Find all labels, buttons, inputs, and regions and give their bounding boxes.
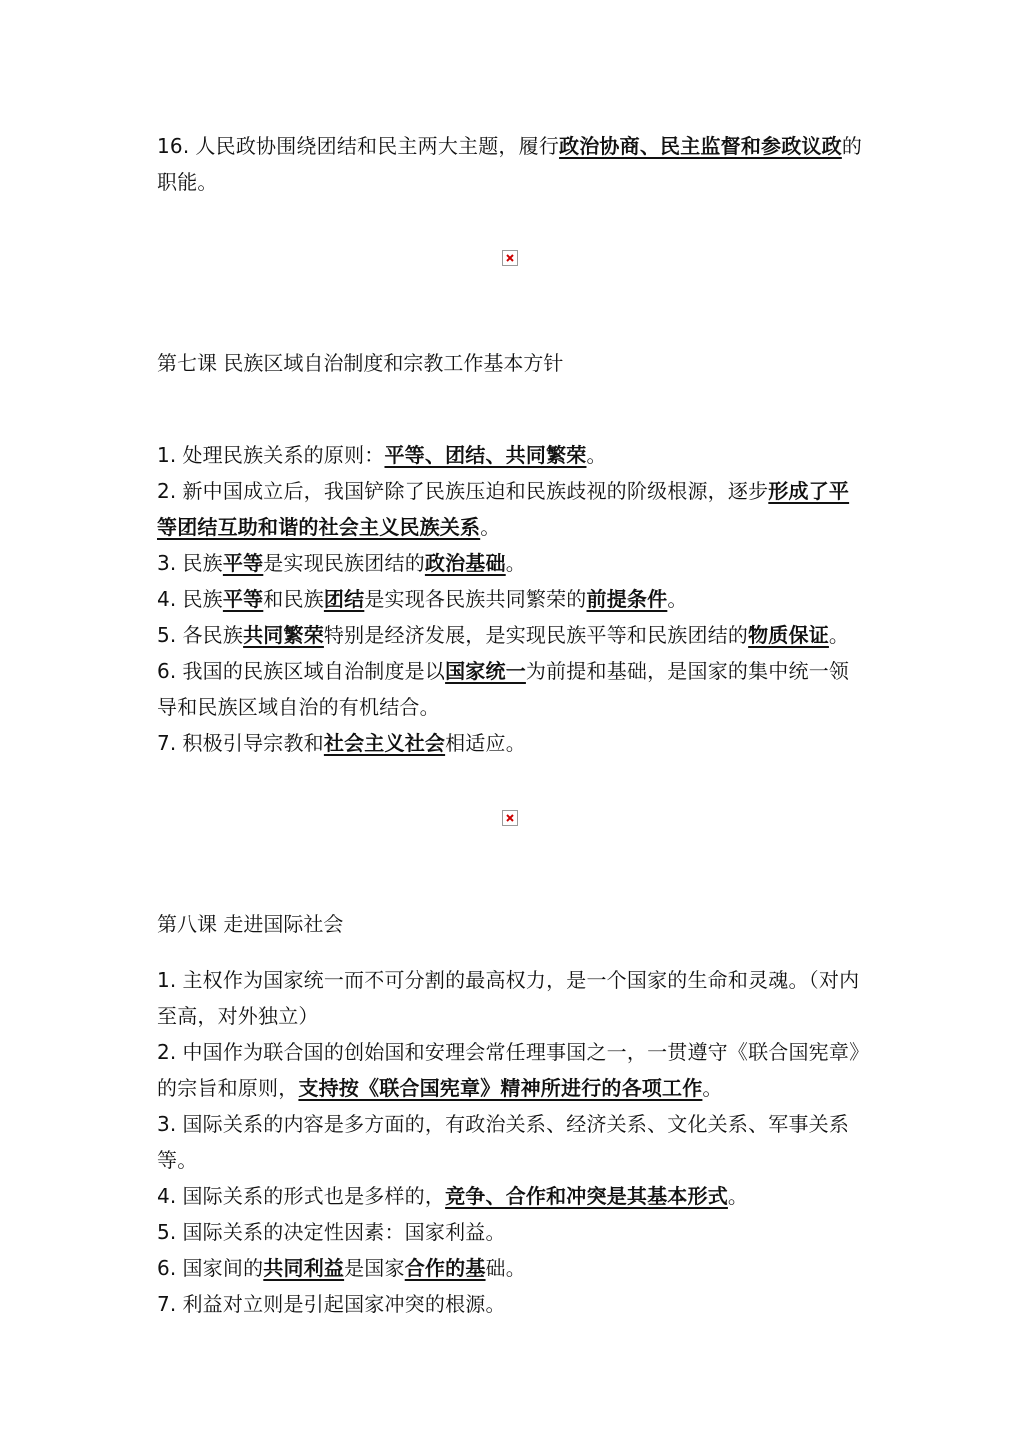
key-term: 形成了平等团结互助和谐的社会主义民族关系 xyxy=(157,479,850,539)
list-item xyxy=(157,1214,869,1250)
list-item xyxy=(157,1250,869,1286)
item-text: 利益对立则是引起国家冲突的根源。 xyxy=(182,1292,506,1316)
item-text: 相适应。 xyxy=(445,731,526,755)
item-text: 国际关系的决定性因素：国家利益。 xyxy=(182,1220,506,1244)
lesson-8-title: 第八课 走进国际社会 xyxy=(157,912,344,936)
list-item xyxy=(157,581,869,617)
item-text: 我国的民族区域自治制度是以 xyxy=(182,659,446,683)
item-text: 础。 xyxy=(485,1256,526,1280)
item-text: 为前提和基础，是国家的集中统一领导和民族区域自治的有机结合。 xyxy=(157,659,850,719)
item-16 xyxy=(157,128,869,200)
list-item xyxy=(157,617,869,653)
item-number: 4. xyxy=(157,1184,177,1208)
item-text: 是实现各民族共同繁荣的 xyxy=(364,587,587,611)
item-text: 是国家 xyxy=(344,1256,405,1280)
item-number: 16. xyxy=(157,134,190,158)
item-number: 7. xyxy=(157,1292,177,1316)
item-number: 1. xyxy=(157,443,177,467)
item-text: 积极引导宗教和 xyxy=(182,731,324,755)
item-text: 人民政协围绕团结和民主两大主题，履行 xyxy=(195,134,560,158)
item-text: 。 xyxy=(480,515,501,539)
item-text: 国家间的 xyxy=(182,1256,264,1280)
key-term: 竞争、合作和冲突是其基本形式 xyxy=(445,1184,728,1208)
item-number: 5. xyxy=(157,1220,177,1244)
item-number: 3. xyxy=(157,551,177,575)
item-text: 中国作为联合国的创始国和安理会常任理事国之一，一贯遵守《联合国宪章》的宗旨和原则， xyxy=(157,1040,860,1100)
item-number: 2. xyxy=(157,479,177,503)
list-item xyxy=(157,473,869,545)
item-text: 的职能。 xyxy=(157,134,863,194)
key-term: 平等 xyxy=(222,551,264,575)
item-number: 7. xyxy=(157,731,177,755)
item-text: 。 xyxy=(586,443,607,467)
list-item xyxy=(157,1178,869,1214)
key-term: 物质保证 xyxy=(748,623,829,647)
item-text: 。 xyxy=(702,1076,723,1100)
item-number: 3. xyxy=(157,1112,177,1136)
key-term: 平等、团结、共同繁荣 xyxy=(384,443,587,467)
list-item xyxy=(157,1106,869,1178)
key-term: 政治协商、民主监督和参政议政 xyxy=(559,134,842,158)
item-number: 5. xyxy=(157,623,177,647)
key-term: 社会主义社会 xyxy=(323,731,446,755)
broken-image-icon xyxy=(502,250,518,266)
item-text: 新中国成立后，我国铲除了民族压迫和民族歧视的阶级根源，逐步 xyxy=(182,479,769,503)
item-text: 。 xyxy=(828,623,850,647)
lesson-7-title: 第七课 民族区域自治制度和宗教工作基本方针 xyxy=(157,351,564,375)
key-term: 国家统一 xyxy=(445,659,526,683)
item-number: 4. xyxy=(157,587,177,611)
item-number: 1. xyxy=(157,968,177,992)
item-text: 。 xyxy=(667,587,688,611)
key-term: 前提条件 xyxy=(586,587,668,611)
item-text: 特别是经济发展，是实现民族平等和民族团结的 xyxy=(323,623,749,647)
item-number: 6. xyxy=(157,1256,177,1280)
list-item xyxy=(157,962,869,1034)
item-text: 国际关系的内容是多方面的，有政治关系、经济关系、文化关系、军事关系等。 xyxy=(157,1112,850,1172)
list-item xyxy=(157,545,869,581)
key-term: 共同繁荣 xyxy=(243,623,324,647)
item-text: 民族 xyxy=(182,551,223,575)
item-number: 6. xyxy=(157,659,177,683)
list-item xyxy=(157,1286,869,1322)
key-term: 平等 xyxy=(222,587,264,611)
item-text: 和民族 xyxy=(263,587,324,611)
list-item xyxy=(157,437,869,473)
item-text: 处理民族关系的原则： xyxy=(182,443,385,467)
key-term: 合作的基 xyxy=(404,1256,486,1280)
item-number: 2. xyxy=(157,1040,177,1064)
key-term: 团结 xyxy=(323,587,365,611)
item-text: 主权作为国家统一而不可分割的最高权力，是一个国家的生命和灵魂。（对内至高，对外独立） xyxy=(157,968,860,1028)
item-text: 。 xyxy=(505,551,526,575)
item-text: 国际关系的形式也是多样的， xyxy=(182,1184,446,1208)
list-item xyxy=(157,1034,869,1106)
list-item xyxy=(157,725,869,761)
item-text: 各民族 xyxy=(182,623,244,647)
list-item xyxy=(157,653,869,725)
item-text: 是实现民族团结的 xyxy=(263,551,425,575)
item-text: 民族 xyxy=(182,587,223,611)
key-term: 政治基础 xyxy=(424,551,506,575)
key-term: 支持按《联合国宪章》精神所进行的各项工作 xyxy=(298,1076,703,1100)
key-term: 共同利益 xyxy=(263,1256,345,1280)
broken-image-icon xyxy=(502,810,518,826)
item-text: 。 xyxy=(727,1184,749,1208)
